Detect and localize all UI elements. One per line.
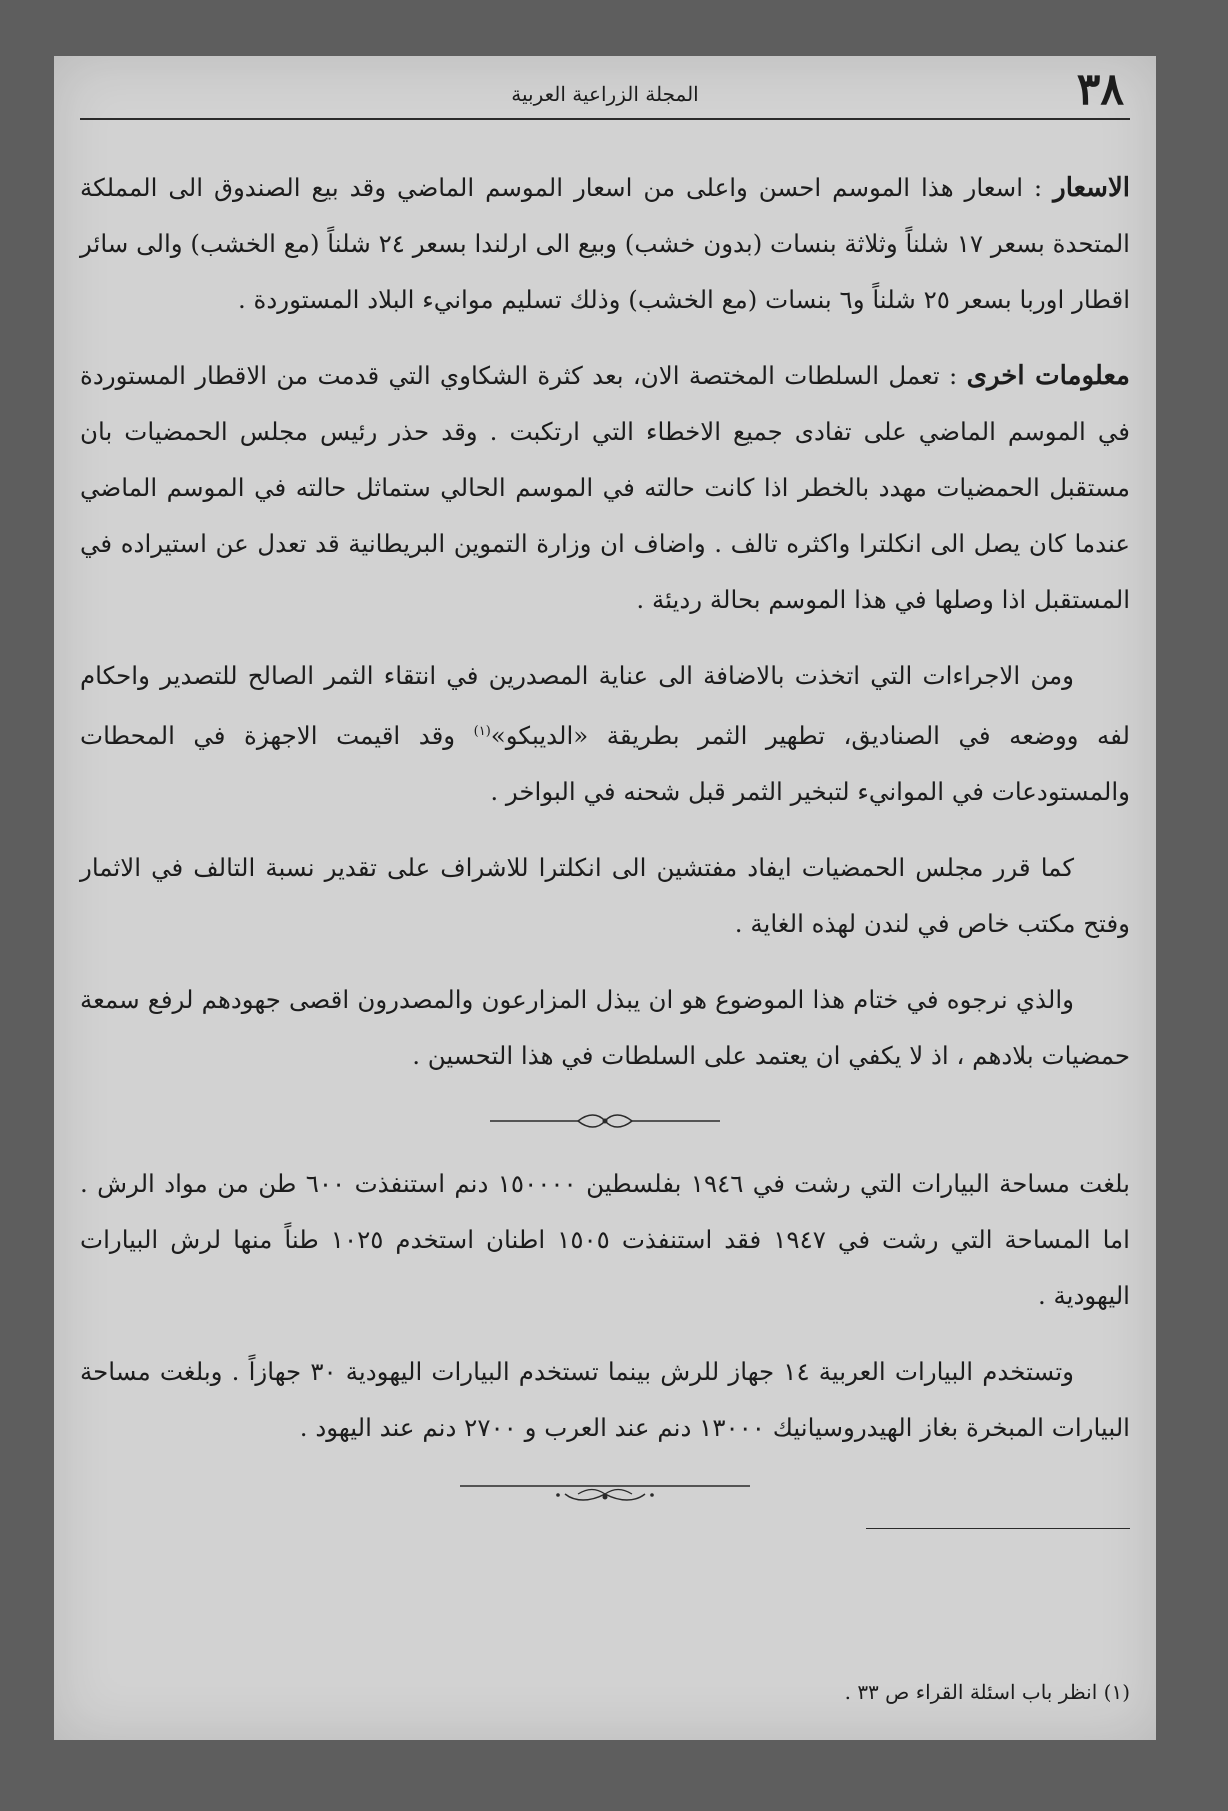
paragraph-measures xyxy=(80,648,1130,820)
paragraph-text: وتستخدم البيارات العربية ١٤ جهاز للرش بينما تستخدم البيارات اليهودية ٣٠ جهازاً . وبلغت مساحة البيارات المبخرة بغاز الهيدروسيانيك ١٣٠٠٠ دنم عند العرب و ٢٧٠٠ دنم عند اليهود . xyxy=(80,1357,1130,1443)
document-page xyxy=(54,56,1156,1740)
footnote xyxy=(80,1680,1130,1704)
page-header xyxy=(80,64,1130,120)
ornament-icon xyxy=(490,1111,720,1131)
paragraph-text: بلغت مساحة البيارات التي رشت في ١٩٤٦ بفلسطين ١٥٠٠٠٠ دنم استنفذت ٦٠٠ طن من مواد الرش . اما المساحة التي رشت في ١٩٤٧ فقد استنفذت ١٥٠٥ اطنان استخدم ١٠٢٥ طناً منها لرش البيارات اليهودية . xyxy=(80,1169,1130,1311)
footnote-text: (١) انظر باب اسئلة القراء ص ٣٣ . xyxy=(844,1680,1130,1704)
page-number: ٣٨ xyxy=(1076,64,1124,115)
paragraph-spraying-equipment xyxy=(80,1344,1130,1456)
paragraph-lead: الاسعار xyxy=(1053,173,1130,203)
footnote-reference[interactable]: (١) xyxy=(473,724,491,739)
paragraph-lead: معلومات اخرى xyxy=(966,361,1130,391)
paragraph-text: : تعمل السلطات المختصة الان، بعد كثرة الشكاوي التي قدمت من الاقطار المستوردة في الموسم الماضي على تفادى جميع الاخطاء التي ارتكبت . وقد حذر رئيس مجلس الحمضيات بان مستقبل الحمضيات مهدد بالخطر اذا كانت حالته في الموسم الحالي ستماثل حالته في الموسم الماضي عندما كان يصل الى انكلترا واكثره تالف . واضاف ان وزارة التموين البريطانية قد تعدل عن استيراده في المستقبل اذا وصلها في هذا الموسم بحالة رديئة . xyxy=(80,361,1130,614)
paragraph-conclusion xyxy=(80,972,1130,1084)
page-body xyxy=(80,160,1130,1529)
paragraph-text: والذي نرجوه في ختام هذا الموضوع هو ان يبذل المزارعون والمصدرون اقصى جهودهم لرفع سمعة حمضيات بلادهم ، اذ لا يكفي ان يعتمد على السلطات في هذا التحسين . xyxy=(80,985,1130,1071)
footnote-separator xyxy=(866,1528,1130,1529)
paragraph-text: وقد اقيمت الاجهزة في المحطات والمستودعات في الموانيء لتبخير الثمر قبل شحنه في البواخر . xyxy=(80,721,1130,807)
paragraph-text: ومن الاجراءات التي اتخذت بالاضافة الى عناية المصدرين في انتقاء الثمر الصالح للتصدير واحكام لفه ووضعه في الصناديق، تطهير الثمر بطريقة «الديبكو» xyxy=(80,661,1131,751)
running-title: المجلة الزراعية العربية xyxy=(511,82,699,106)
ornament-icon xyxy=(460,1480,750,1506)
paragraph-inspectors xyxy=(80,840,1130,952)
section-divider-ornament xyxy=(80,1476,1130,1510)
paragraph-spraying-area xyxy=(80,1156,1130,1324)
paragraph-text: كما قرر مجلس الحمضيات ايفاد مفتشين الى انكلترا للاشراف على تقدير نسبة التالف في الاثمار وفتح مكتب خاص في لندن لهذه الغاية . xyxy=(80,853,1130,939)
paragraph-text: : اسعار هذا الموسم احسن واعلى من اسعار الموسم الماضي وقد بيع الصندوق الى المملكة المتحدة بسعر ١٧ شلناً وثلاثة بنسات (بدون خشب) وبيع الى ارلندا بسعر ٢٤ شلناً (مع الخشب) والى سائر اقطار اوربا بسعر ٢٥ شلناً و٦ بنسات (مع الخشب) وذلك تسليم موانيء البلاد المستوردة . xyxy=(80,173,1130,314)
paragraph-other-info xyxy=(80,348,1130,628)
paragraph-prices xyxy=(80,160,1130,328)
section-divider-ornament xyxy=(80,1104,1130,1138)
